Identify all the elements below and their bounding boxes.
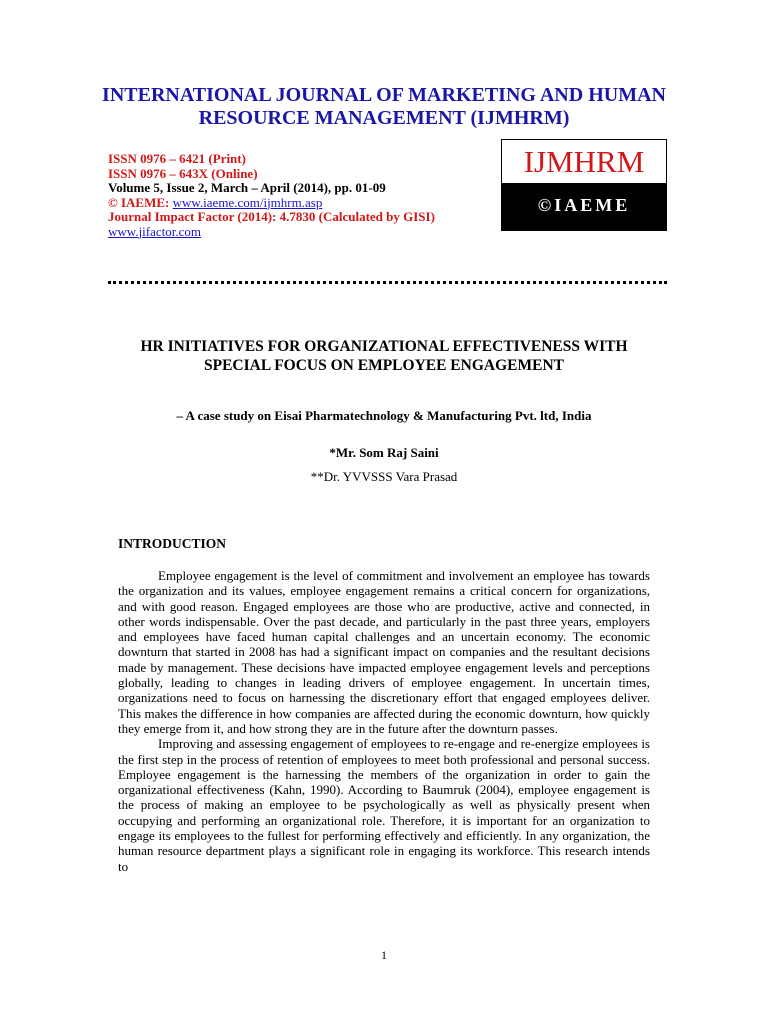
body-text: [118, 568, 650, 874]
journal-metadata: [108, 152, 435, 239]
publisher-link[interactable]: www.iaeme.com/ijmhrm.asp: [172, 194, 323, 210]
logo-publisher: ©IAEME: [502, 183, 666, 230]
author-primary: *Mr. Som Raj Saini: [329, 445, 439, 460]
journal-logo: [501, 139, 667, 231]
issn-online: ISSN 0976 – 643X (Online): [108, 165, 258, 181]
logo-title: IJMHRM: [502, 140, 666, 184]
paper-title: [0, 337, 768, 375]
paper-title-line2: SPECIAL FOCUS ON EMPLOYEE ENGAGEMENT: [204, 357, 564, 374]
jifactor-link[interactable]: www.jifactor.com: [108, 223, 202, 239]
journal-title-line2: RESOURCE MANAGEMENT (IJMHRM): [198, 107, 570, 129]
author-secondary: **Dr. YVVSSS Vara Prasad: [310, 469, 458, 484]
paper-subtitle: – A case study on Eisai Pharmatechnology & Manufacturing Pvt. ltd, India: [176, 408, 592, 423]
paragraph: Employee engagement is the level of commitment and involvement an employee has towards the organization and its values, employee engagement remains a critical concern for organizations, and with good reason. Engaged employees are those who are productive, active and connected, in other words indispensable. Over the past decade, and particularly in the past three years, employers and employees have faced human capital challenges and an uncertain economy. The economic downturn that started in 2008 has had a significant impact on companies and the resultant decisions made by management. These decisions have impacted employee engagement levels and perceptions globally, leading to changes in leading drivers of employee engagement. In uncertain times, organizations need to focus on harnessing the discretionary effort that engaged employees deliver. This makes the difference in how companies are affected during the economic downturn, how quickly they emerge from it, and how strong they are in the future after the downturn passes.: [118, 568, 650, 736]
dotted-divider: [108, 281, 667, 284]
paragraph: Improving and assessing engagement of employees to re-engage and re-energize employees is the first step in the process of retention of employees to meet both professional and personal success. Employee engagement is the harnessing the members of the organization in order to gain the organizational effectiveness (Kahn, 1990). According to Baumruk (2004), employee engagement is the process of making an employee to be psychologically as well as physically present when occupying and performing an organizational role. Therefore, it is important for an organization to engage its employees to the fullest for performing effectively and efficiently. In any organization, the human resource department plays a significant role in engaging its workforce. This research intends to: [118, 736, 650, 874]
publisher-prefix: © IAEME:: [108, 194, 170, 210]
issn-print: ISSN 0976 – 6421 (Print): [108, 151, 246, 166]
volume-info: Volume 5, Issue 2, March – April (2014), pp. 01-09: [108, 180, 386, 195]
journal-title-line1: INTERNATIONAL JOURNAL OF MARKETING AND HUMAN: [102, 84, 666, 106]
journal-title: [0, 84, 768, 130]
section-heading: INTRODUCTION: [118, 536, 227, 551]
paper-title-line1: HR INITIATIVES FOR ORGANIZATIONAL EFFECTIVENESS WITH: [140, 338, 628, 355]
impact-factor: Journal Impact Factor (2014): 4.7830 (Calculated by GISI): [108, 209, 435, 224]
publisher-line: [108, 196, 435, 211]
page-number: 1: [381, 948, 387, 962]
